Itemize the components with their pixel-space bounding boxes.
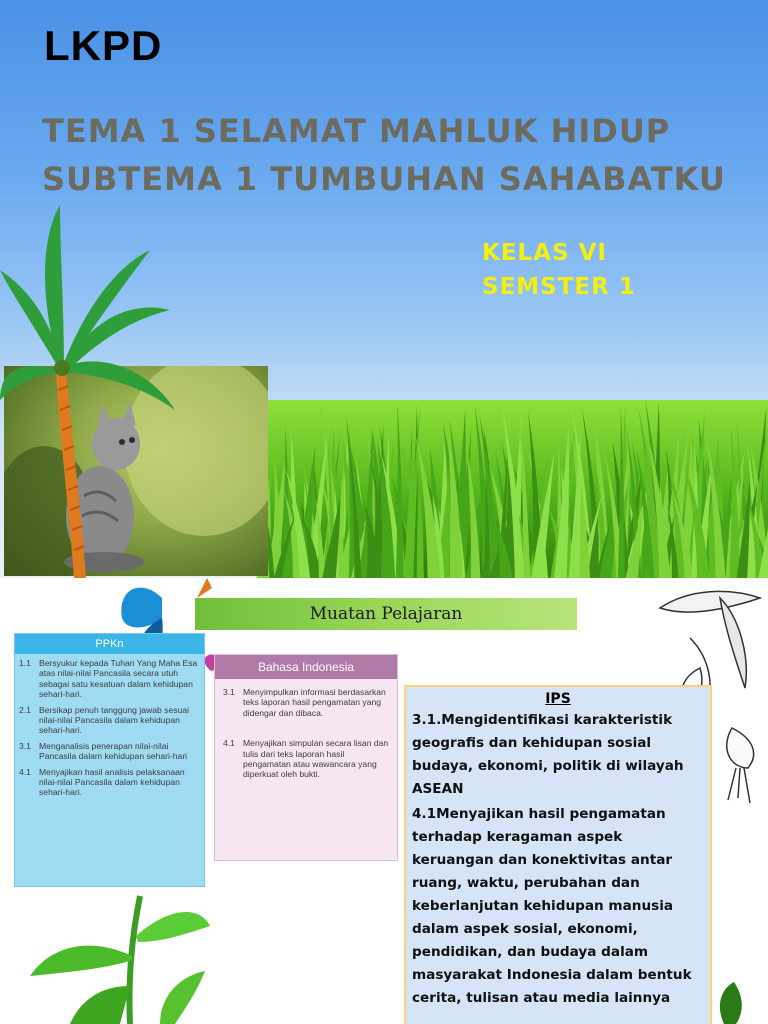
ips-item: 4.1Menyajikan hasil pengamatan terhadap keragaman aspek keruangan dan konektivitas antar ruang, waktu, perubahan dan keberlanjutan kehidupan manusia dalam aspek sosial, ekonomi, pendidikan, dan budaya dalam masyarakat Indonesia dalam bentuk cerita, tulisan atau media lainnya xyxy=(412,806,692,1006)
ips-card-title: IPS xyxy=(545,691,571,707)
palm-tree-illustration xyxy=(0,200,180,578)
list-item: 3.1 Menganalisis penerapan nilai-nilai Pancasila dalam kehidupan sehari-hari xyxy=(19,740,188,762)
leaf-plant-illustration xyxy=(704,982,768,1024)
muatan-pelajaran-heading xyxy=(195,598,577,630)
list-item: 3.1 Menyimpulkan informasi berdasarkan teks laporan hasil pengamatan yang didengar dan dibaca. xyxy=(223,687,386,718)
lesson-content xyxy=(0,578,768,1024)
list-item: 2.1 Bersikap penuh tanggung jawab sesuai nilai-nilai Pancasila dalam kehidupan sehari-hari. xyxy=(19,704,190,736)
bahasa-card-title: Bahasa Indonesia xyxy=(215,655,397,679)
bahasa-indonesia-card xyxy=(214,654,398,861)
list-item: 4.1 Menyajikan hasil analisis pelaksanaan nilai-nilai Pancasila dalam kehidupan sehari-hari. xyxy=(19,766,185,798)
semester-label: SEMSTER 1 xyxy=(482,274,636,300)
ppkn-card xyxy=(14,633,205,887)
slide-title: LKPD xyxy=(44,22,163,69)
ppkn-card-title: PPKn xyxy=(15,634,204,654)
list-item: 4.1 Menyajikan simpulan secara lisan dan tulis dari teks laporan hasil pengamatan atau wawancara yang diperkuat oleh bukti. xyxy=(223,738,389,780)
muatan-title: Muatan Pelajaran xyxy=(309,604,463,624)
kelas-label: KELAS VI xyxy=(482,240,607,266)
subtema-heading: SUBTEMA 1 TUMBUHAN SAHABATKU xyxy=(42,160,726,198)
leaf-plant-illustration xyxy=(10,876,210,1024)
list-item: 1.1 Bersyukur kepada Tuhan Yang Maha Esa atas nilai-nilai Pancasila secara utuh sebagai satu kesatuan dalam kehidupan sehari-hari. xyxy=(19,658,198,700)
ips-card xyxy=(404,685,712,1024)
tema-heading: TEMA 1 SELAMAT MAHLUK HIDUP xyxy=(42,112,671,150)
ips-item: 3.1.Mengidentifikasi karakteristik geografis dan kehidupan sosial budaya, ekonomi, politik di wilayah ASEAN xyxy=(412,712,684,797)
